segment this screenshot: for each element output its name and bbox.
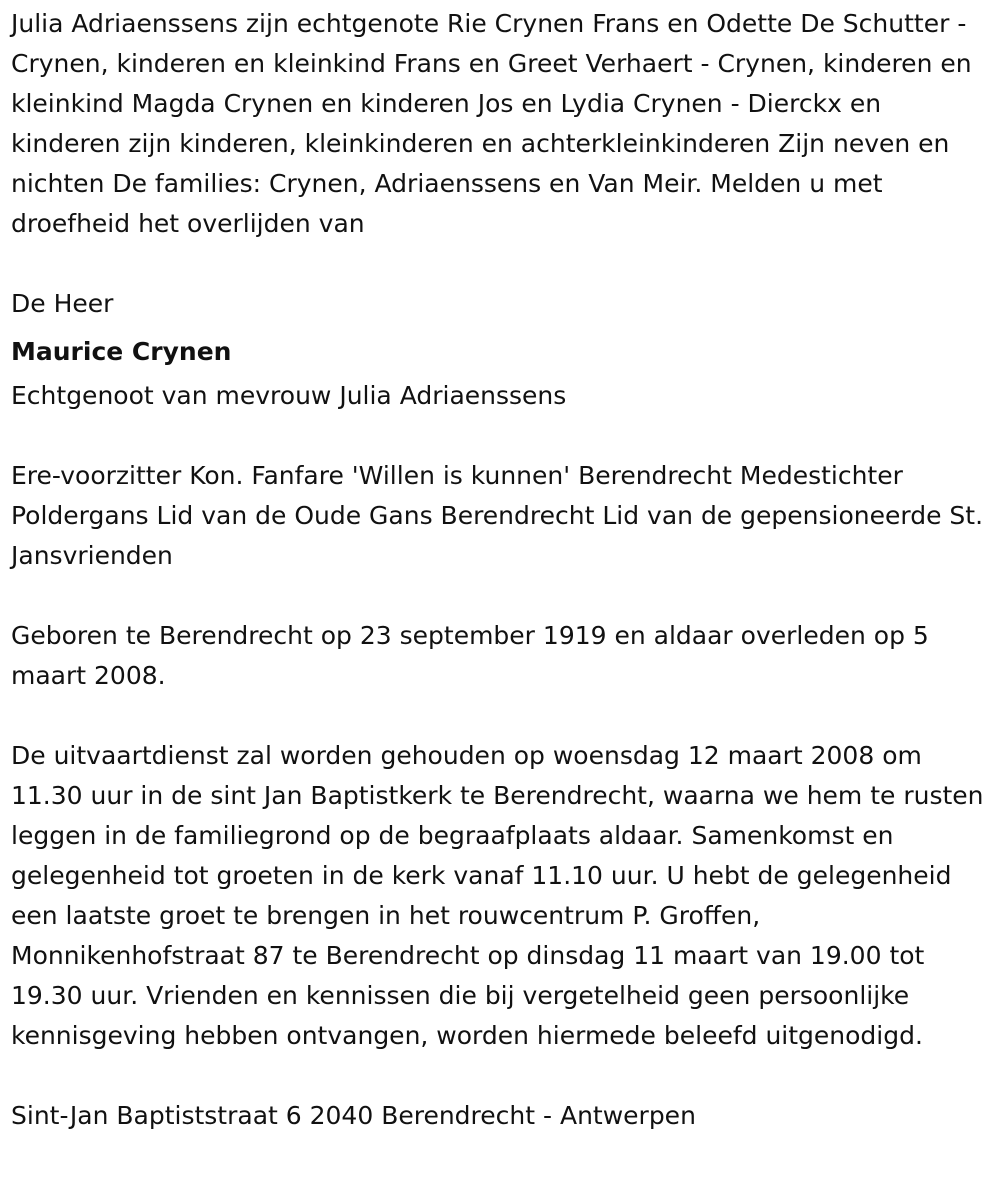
salutation: De Heer	[11, 289, 114, 318]
spouse-line: Echtgenoot van mevrouw Julia Adriaenssens	[11, 381, 567, 410]
funeral-details-paragraph: De uitvaartdienst zal worden gehouden op woensdag 12 maart 2008 om 11.30 uur in de sint Jan Baptistkerk te Berendrecht, waarna we hem te rusten leggen in de familiegrond op de begraafplaats aldaar. Samenkomst en gelegenheid tot groeten in de kerk vanaf 11.10 uur. U hebt de gelegenheid een laatste groet te brengen in het rouwcentrum P. Groffen, Monnikenhofstraat 87 te Berendrecht op dinsdag 11 maart van 19.00 tot 19.30 uur. Vrienden en kennissen die bij vergetelheid geen persoonlijke kennisgeving hebben ontvangen, worden hiermede beleefd uitgenodigd.	[11, 741, 984, 1050]
deceased-name: Maurice Crynen	[11, 337, 232, 366]
functions-paragraph: Ere-voorzitter Kon. Fanfare 'Willen is kunnen' Berendrecht Medestichter Poldergans Lid van de Oude Gans Berendrecht Lid van de gepensioneerde St. Jansvrienden	[11, 461, 984, 570]
birth-death-paragraph: Geboren te Berendrecht op 23 september 1919 en aldaar overleden op 5 maart 2008.	[11, 621, 929, 690]
address-line: Sint-Jan Baptiststraat 6 2040 Berendrecht - Antwerpen	[11, 1101, 696, 1130]
family-announcement-paragraph: Julia Adriaenssens zijn echtgenote Rie Crynen Frans en Odette De Schutter - Crynen, kinderen en kleinkind Frans en Greet Verhaert - Crynen, kinderen en kleinkind Magda Crynen en kinderen Jos en Lydia Crynen - Dierckx en kinderen zijn kinderen, kleinkinderen en achterkleinkinderen Zijn neven en nichten De families: Crynen, Adriaenssens en Van Meir. Melden u met droefheid het overlijden van	[11, 9, 972, 238]
